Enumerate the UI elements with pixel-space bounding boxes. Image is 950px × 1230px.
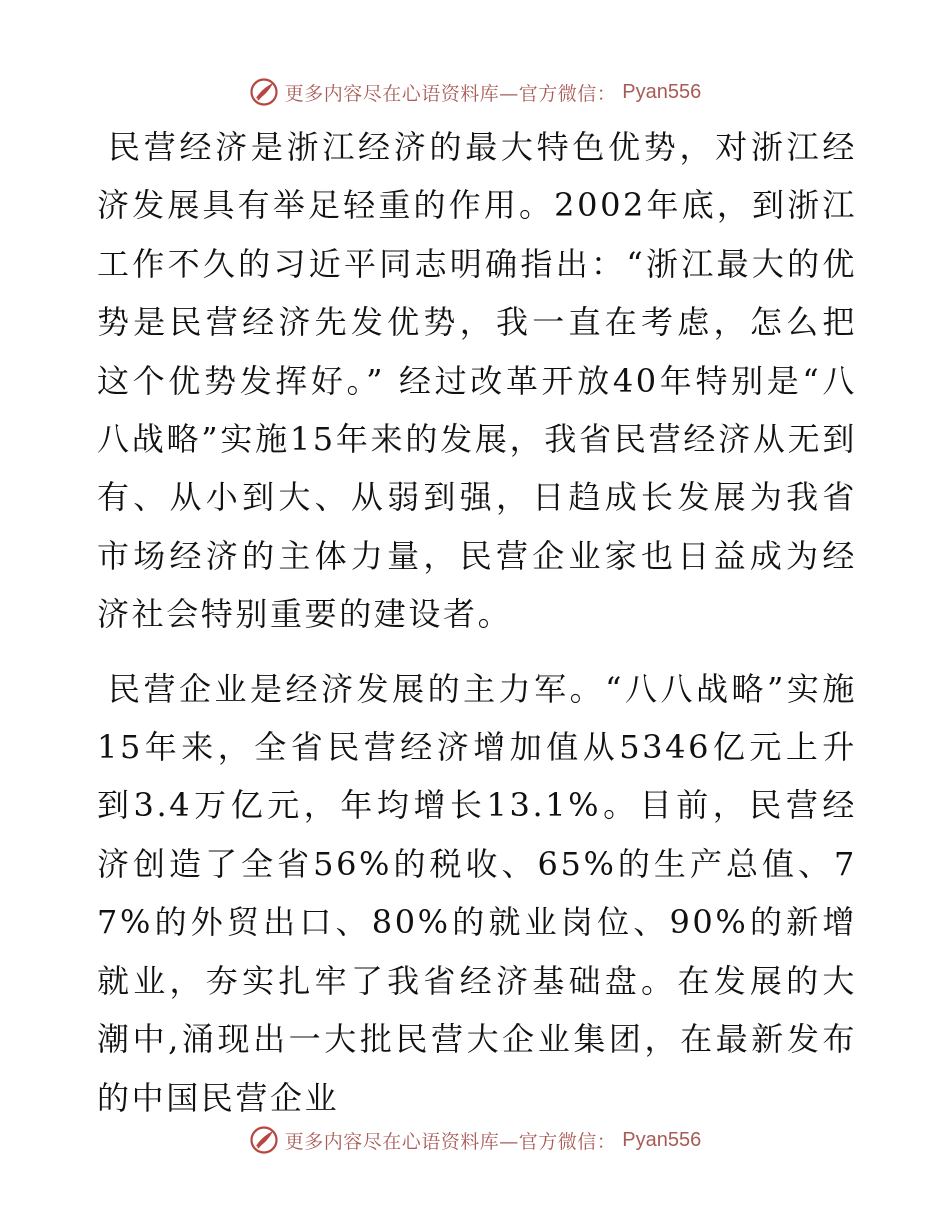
document-body (97, 118, 857, 1127)
paragraph-2: 民营企业是经济发展的主力军。“八八战略”实施15年来，全省民营经济增加值从5346亿元上升到3.4万亿元，年均增长13.1%。目前，民营经济创造了全省56%的税收、65%的生产总值、77%的外贸出口、80%的就业岗位、90%的新增就业，夯实扎牢了我省经济基础盘。在发展的大潮中,涌现出一大批民营大企业集团，在最新发布的中国民营企业 (97, 669, 857, 1117)
header-watermark (0, 72, 950, 112)
watermark-text: 更多内容尽在心语资料库—官方微信： (284, 1130, 617, 1153)
watermark-group (249, 77, 701, 107)
watermark-group (249, 1125, 701, 1155)
quill-logo-icon (249, 1125, 279, 1155)
footer-watermark (0, 1120, 950, 1160)
watermark-text: 更多内容尽在心语资料库—官方微信： (284, 82, 617, 105)
paragraph-1: 民营经济是浙江经济的最大特色优势，对浙江经济发展具有举足轻重的作用。2002年底，到浙江工作不久的习近平同志明确指出：“浙江最大的优势是民营经济先发优势，我一直在考虑，怎么把这个优势发挥好。” 经过改革开放40年特别是“八八战略”实施15年来的发展，我省民营经济从无到有、从小到大、从弱到强，日趋成长发展为我省市场经济的主体力量，民营企业家也日益成为经济社会特别重要的建设者。 (97, 128, 857, 634)
quill-logo-icon (249, 77, 279, 107)
watermark-wechat-id: Pyan556 (622, 1128, 702, 1151)
watermark-wechat-id: Pyan556 (622, 80, 702, 103)
